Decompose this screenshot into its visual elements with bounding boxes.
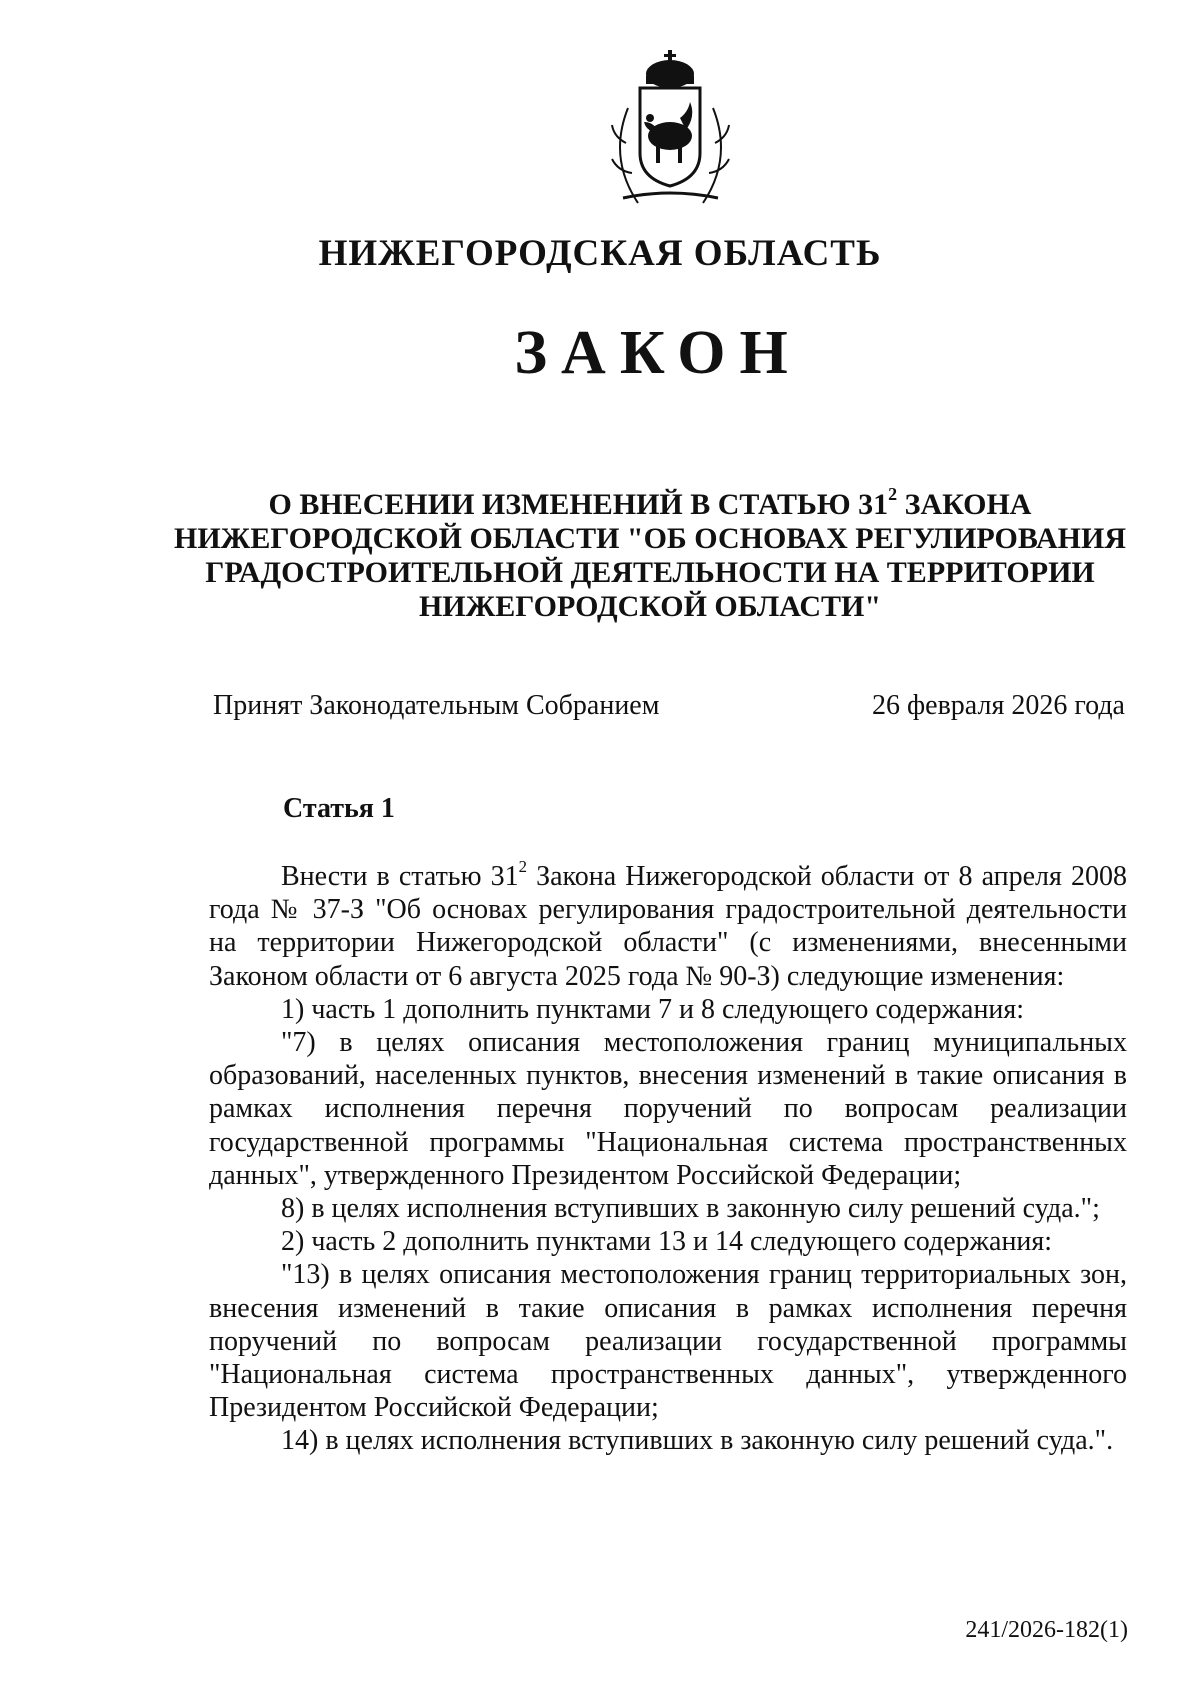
article-body [209, 857, 1127, 1458]
superscript: 2 [888, 484, 898, 505]
document-type: ЗАКОН [514, 319, 802, 387]
paragraph: 1) часть 1 дополнить пунктами 7 и 8 следующего содержания: [281, 993, 1025, 1025]
document-number: 241/2026-182(1) [965, 1617, 1128, 1643]
paragraph: 8) в целях исполнения вступивших в законную силу решений суда."; [281, 1193, 1100, 1225]
title-line-4: НИЖЕГОРОДСКОЙ ОБЛАСТИ" [418, 590, 882, 623]
superscript: 2 [518, 857, 527, 877]
coat-of-arms-icon [598, 48, 743, 208]
adopted-by: Принят Законодательным Собранием [213, 690, 660, 721]
article-heading: Статья 1 [283, 793, 395, 824]
paragraph: 2) часть 2 дополнить пунктами 13 и 14 следующего содержания: [281, 1226, 1053, 1258]
article-intro: Внести в статью $31^2$ Закона Нижегородской области от 8 апреля 2008 года № 37-З "Об основах регулирования градостроительной деятельности на территории Нижегородской области" (с изменениями, внесенными Законом области от 6 августа 2025 года № 90-З) следующие изменения: [209, 857, 1127, 992]
title-line-1: О ВНЕСЕНИИ ИЗМЕНЕНИЙ В СТАТЬЮ $31^2$ ЗАКОНА [268, 484, 1032, 521]
law-title [150, 484, 1150, 624]
adoption-date: 26 февраля 2026 года [872, 690, 1125, 721]
title-line-2: НИЖЕГОРОДСКОЙ ОБЛАСТИ "ОБ ОСНОВАХ РЕГУЛИРОВАНИЯ [173, 522, 1127, 555]
paragraph: 14) в целях исполнения вступивших в законную силу решений суда.". [281, 1425, 1114, 1457]
paragraph: "13) в целях описания местоположения границ территориальных зон, внесения изменений в такие описания в рамках исполнения перечня поручений по вопросам реализации государственной программы "Национальная система пространственных данных", утвержденного Президентом Российской Федерации; [209, 1259, 1127, 1424]
title-line-3: ГРАДОСТРОИТЕЛЬНОЙ ДЕЯТЕЛЬНОСТИ НА ТЕРРИТОРИИ [205, 556, 1095, 589]
region-name: НИЖЕГОРОДСКАЯ ОБЛАСТЬ [318, 233, 882, 274]
paragraph: "7) в целях описания местоположения границ муниципальных образований, населенных пунктов, внесения изменений в такие описания в рамках исполнения перечня поручений по вопросам реализации государственной программы "Национальная система пространственных данных", утвержденного Президентом Российской Федерации; [209, 1027, 1127, 1191]
